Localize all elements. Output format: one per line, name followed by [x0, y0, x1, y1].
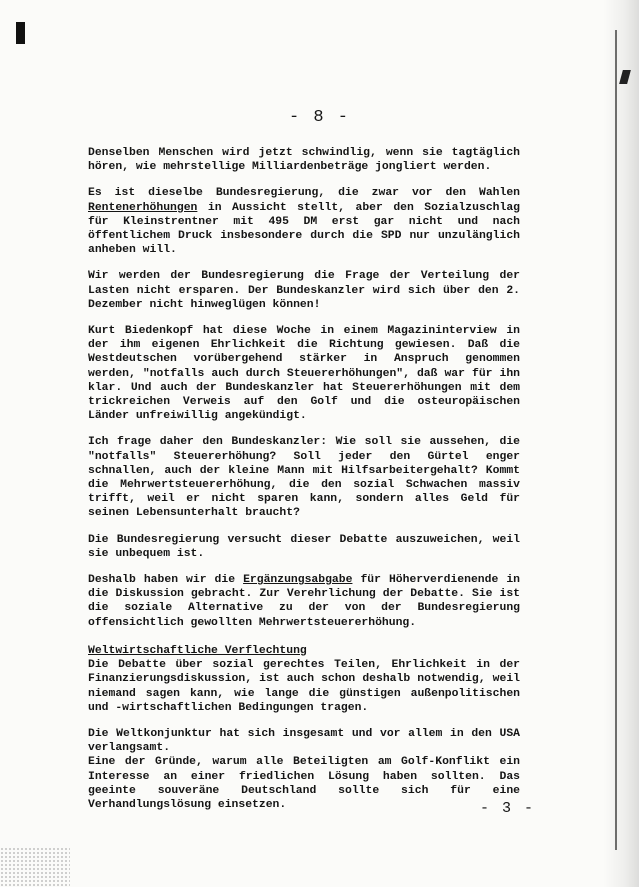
page-number: - 8 - [288, 108, 350, 127]
paragraph-2-text-start: Es ist dieselbe Bundesregierung, die zwar vor den Wahlen [88, 187, 520, 200]
paragraph-6: Die Bundesregierung versucht dieser Debatte auszuweichen, weil sie unbequem ist. [88, 533, 520, 560]
scan-artifact-mark [16, 22, 25, 44]
paragraph-7-text-start: Deshalb haben wir die [88, 574, 244, 587]
scan-noise [0, 847, 70, 887]
paragraph-3: Wir werden der Bundesregierung die Frage der Verteilung der Lasten nicht ersparen. Der Bundeskanzler wird sich über den 2. Dezember nicht hinweglügen können! [88, 270, 520, 311]
paragraph-4: Kurt Biedenkopf hat diese Woche in einem Magazininterview in der ihm eigenen Ehrlichkeit die Richtung gewiesen. Daß die Westdeutschen vorübergehend stärker in Anspruch genommen werden, "notfalls auch durch Steuererhöhungen", daß war für ihn klar. Und auch der Bundeskanzler hat Steuererhöhungen mit dem trickreichen Verweis auf den Golf und die osteuropäischen Länder unfreiwillig angekündigt. [88, 325, 520, 423]
section-paragraph-1: Die Debatte über sozial gerechtes Teilen, Ehrlichkeit in der Finanzierungsdiskussion, ist auch schon deshalb notwendig, weil niemand sagen kann, wie lange die günstigen außenpolitischen und -wirtschaftlichen Bedingungen tragen. [88, 659, 520, 714]
section-paragraph-3: Eine der Gründe, warum alle Beteiligten am Golf-Konflikt ein Interesse an einer friedlichen Lösung haben sollten. Das geeinte souveräne Deutschland sollte sich für eine Verhandlungslösung einsetzen. [88, 756, 520, 811]
paragraph-2-text-end: in Aussicht stellt, aber den Sozialzuschlag für Kleinstrentner mit 495 DM erst gar nicht und nach öffentlichem Druck insbesondere durch die SPD nur unzulänglich anheben will. [88, 201, 520, 257]
paragraph-2 [88, 186, 520, 257]
document-body [88, 146, 520, 824]
paragraph-5: Ich frage daher den Bundeskanzler: Wie soll sie aussehen, die "notfalls" Steuererhöhung? Soll jeder den Gürtel enger schnallen, auch der kleine Mann mit Hilfsarbeitergehalt? Kommt die Mehrwertsteuererhöhung, die den sozial Schwachen massiv trifft, weil er nicht sparen kann, sondern alles Geld für seinen Lebensunterhalt braucht? [88, 436, 520, 520]
paragraph-7 [88, 573, 520, 630]
underlined-term-ergaenzungsabgabe: Ergänzungsabgabe [243, 574, 353, 587]
next-page-marker: - 3 - [480, 800, 536, 817]
section-heading: Weltwirtschaftliche Verflechtung [88, 644, 307, 657]
scan-shadow-edge [603, 0, 639, 887]
underlined-term-rentenerhoehungen: Rentenerhöhungen [88, 201, 198, 214]
paragraph-1: Denselben Menschen wird jetzt schwindlig, wenn sie tagtäglich hören, wie mehrstellige Milliardenbeträge jongliert werden. [88, 147, 520, 174]
scan-edge-line [615, 30, 617, 850]
paragraph-7-text-end: für Höherverdienende in die Diskussion gebracht. Zur Verehrlichung der Debatte. Sie ist die soziale Alternative zu der von der Bundesregierung offensichtlich gewollten Mehrwertsteuererhöhung. [88, 574, 520, 629]
section-paragraph-2: Die Weltkonjunktur hat sich insgesamt und vor allem in den USA verlangsamt. [88, 727, 520, 755]
